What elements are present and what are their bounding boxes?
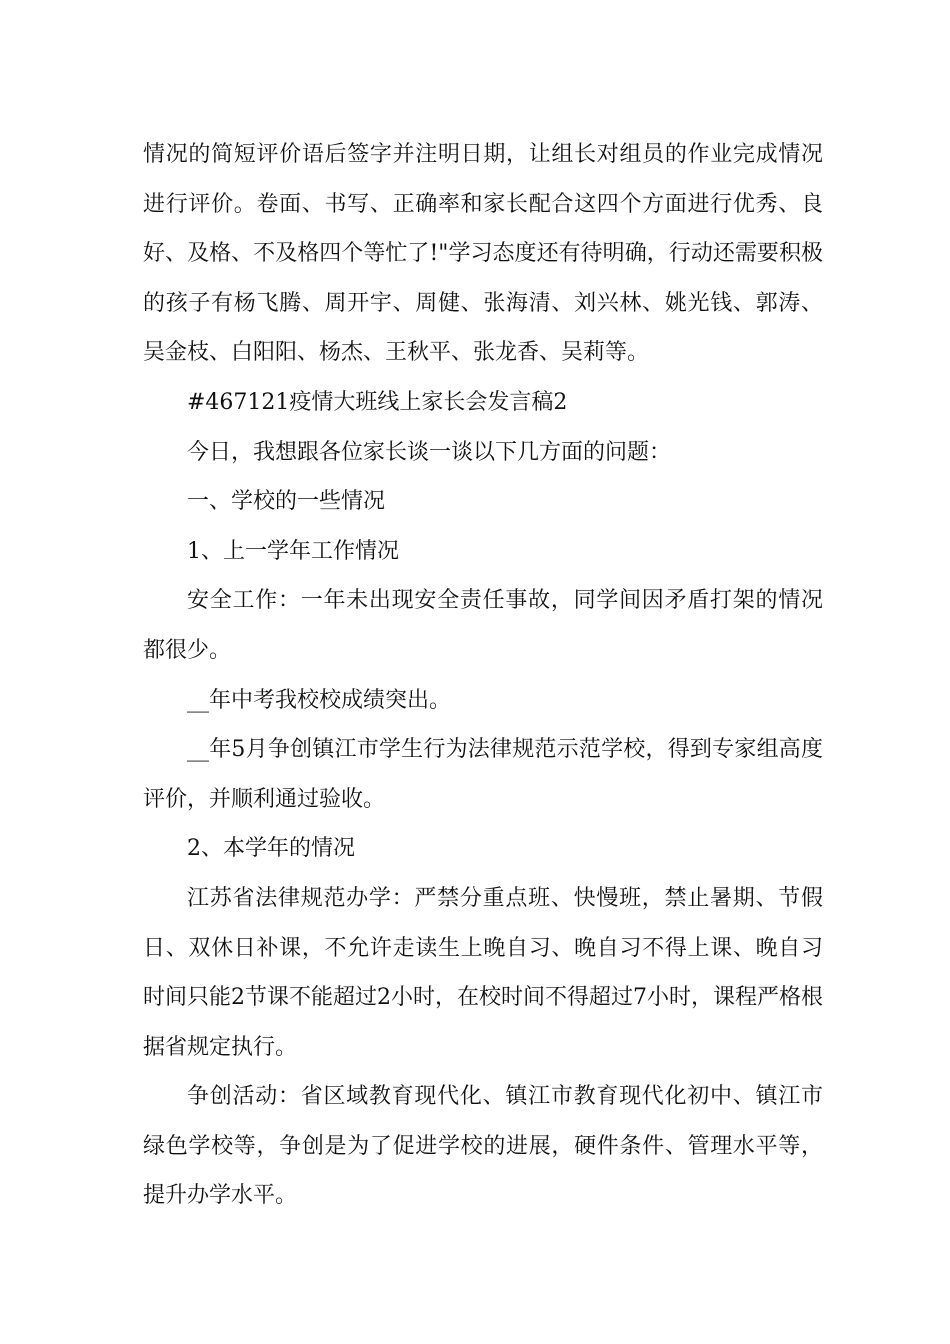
paragraph-regulations: 江苏省法律规范办学：严禁分重点班、快慢班，禁止暑期、节假日、双休日补课，不允许走读生上晚自习、晚自习不得上课、晚自习时间只能2节课不能超过2小时，在校时间不得超过7小时，课程严格根据省规定执行。 [143, 885, 823, 1060]
subsection-heading-last-year: 1、上一学年工作情况 [187, 538, 399, 564]
document-body [143, 130, 823, 1221]
paragraph-continued-evaluation: 情况的简短评价语后签字并注明日期，让组长对组员的作业完成情况进行评价。卷面、书写、正确率和家长配合这四个方面进行优秀、良好、及格、不及格四个等忙了!"学习态度还有待明确，行动还需要积极的孩子有杨飞腾、周开宇、周健、张海清、刘兴林、姚光钱、郭涛、吴金枝、白阳阳、杨杰、王秋平、张龙香、吴莉等。 [143, 142, 823, 366]
section-heading-school-situation: 一、学校的一些情况 [187, 489, 386, 515]
paragraph-model-school: __年5月争创镇江市学生行为法律规范示范学校，得到专家组高度评价，并顺利通过验收。 [143, 737, 823, 812]
subsection-heading-this-year: 2、本学年的情况 [187, 836, 355, 862]
paragraph-heading-speech-title: #467121疫情大班线上家长会发言稿2 [187, 389, 568, 415]
paragraph-safety-work: 安全工作：一年未出现安全责任事故，同学间因矛盾打架的情况都很少。 [143, 588, 823, 663]
paragraph-activities: 争创活动：省区域教育现代化、镇江市教育现代化初中、镇江市绿色学校等，争创是为了促进学校的进展，硬件条件、管理水平等，提升办学水平。 [143, 1084, 823, 1209]
paragraph-intro: 今日，我想跟各位家长谈一谈以下几方面的问题： [187, 439, 672, 465]
paragraph-exam-results: __年中考我校校成绩突出。 [187, 687, 452, 713]
